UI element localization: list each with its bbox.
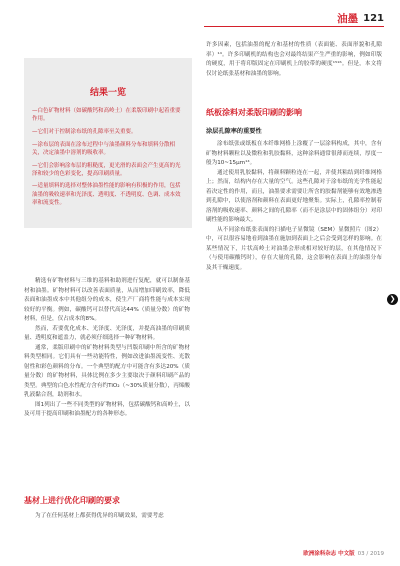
body-paragraph: 精选有矿物材料与三维的基料和助剂进行复配，就可以制备基材和油墨。矿物材料可以改善表面质量，从而增加印刷效率，降低表面和油墨成本中其他组分的成本，使生产厂商将性能与成本实现较好的平衡。例如，碳酸钙可以替代高达44%（质量分数）的矿物材料，但是，仅占成本的8%。 <box>24 278 190 322</box>
right-body-text-2 <box>206 140 382 273</box>
body-paragraph: 通过使用乳胶黏料，将颜料颗粒连在一起，并使其粘结到纤维网格上；然而，结构内存在大量的空气。这些孔隙对于涂布纸的光学性能起着决定性的作用，而且，油墨要求需要让所含的胶黏剂能够有效地渗透到孔隙中，以使溶剂和颜料在表面更好地聚集。实际上，孔隙率控制着溶剂的吸收速率、颜料之间的孔隙率（而不是涂层中的固体组分）对印刷性能的影响最大。 <box>206 169 382 223</box>
summary-item: — 涂布层的表面在涂布过程中与油墨颜料分布和填料分散相关，决定油墨中溶剂的吸收率。 <box>32 141 184 157</box>
page-number: 121 <box>363 13 384 24</box>
body-paragraph: 涂布纸张或纸板在本纤维网格上涂覆了一层涂料构成，其中，含有矿物材料颗粒以及微粒和乳胶黏料，这种涂料通常很薄而连续，厚度一般为10~15μm¹⁴。 <box>206 141 382 166</box>
summary-list <box>32 107 184 207</box>
summary-box <box>24 58 192 228</box>
section-heading-left: 基材上进行优化印刷的要求 <box>24 496 120 505</box>
header-rule <box>204 26 384 27</box>
running-header <box>337 11 384 26</box>
body-paragraph: 从不同涂布纸张表面的扫描电子显微镜（SEM）显微照片（图2）中，可以很容易地看到油墨在施加到表面上之后会受到怎样的影响。在某些情况下，片状高岭土对油墨会形成相对较好的层，在其他情况下（与使用碳酸钙时），存在大量的孔隙，这会影响在表面上的油墨分布及其干燥速度。 <box>206 226 382 271</box>
summary-title: 结果一览 <box>89 88 126 98</box>
summary-item: — 它们会影响涂布层的粗糙度，更光滑的表面会产生更高的光泽和较少的色彩变化，提高印刷质量。 <box>32 162 184 178</box>
body-paragraph: 通常，柔版印刷中的矿物材料类型与凹版印刷中所含的矿物材料类型相同。它们具有一些功能特性，例如改进油墨流变性、光散射性和彩色颜料的分布。一个典型的配方中可能含有多达20%（质量分数）的矿物材料，具体比例在多少主要取决于颜料印刷产品的类型。典型的白色水性配方含有约TiO₂（~30%质量分数），丙烯酸乳液黏合剂，助剂和水。 <box>24 344 190 398</box>
body-paragraph: 图1列出了一些不同类型的矿物材料，包括碳酸钙和高岭土，以及可用于提高印刷和油墨配方的各种形态。 <box>24 401 190 417</box>
subsection-heading: 涂层孔隙率的重要性 <box>206 128 262 135</box>
left-body-text <box>24 277 190 420</box>
section-heading-right: 纸板涂料对柔版印刷的影响 <box>206 108 302 117</box>
summary-item: — 适量填料的选择对整体油墨性能的影响有积极的作用，包括油墨的吸收速率和光泽度、透明度、不透明度、色调、成本效率和流变性。 <box>32 182 184 207</box>
summary-item: — 它们对于控制涂布纸的孔隙率至关重要。 <box>32 128 184 136</box>
body-paragraph: 然而，若要优化成本、光泽度、光泽度，并提高油墨的印刷质量、透明度和遮盖力，就必须仔细选择一种矿物材料。 <box>24 325 190 341</box>
page-footer <box>303 549 384 557</box>
section-label: 油墨 <box>337 13 359 25</box>
body-paragraph: 许多因素，包括油墨的配方和基材的性质（表面能、表面形貌和孔隙率）¹⁴。许多印刷机的结构也会对最终结果产生严重的影响，例如印版的硬度，用于将印版固定在印刷机上的胶带的硬度¹⁵¹⁶。但是，本文将仅讨论纸张基材和油墨的影响。 <box>206 42 382 77</box>
journal-name: 欧洲涂料杂志 中文版 <box>303 551 355 557</box>
issue-date: 03 / 2019 <box>357 551 384 557</box>
body-paragraph: 为了在任何基材上都获得优异的印刷效果，需要考虑 <box>35 513 164 519</box>
page-turn-arrow-icon[interactable]: ❯ <box>387 294 398 305</box>
right-body-text <box>206 41 382 79</box>
summary-item: — 白色矿物材料（如碳酸钙和高岭土）在柔版印刷中起着重要作用。 <box>32 107 184 123</box>
